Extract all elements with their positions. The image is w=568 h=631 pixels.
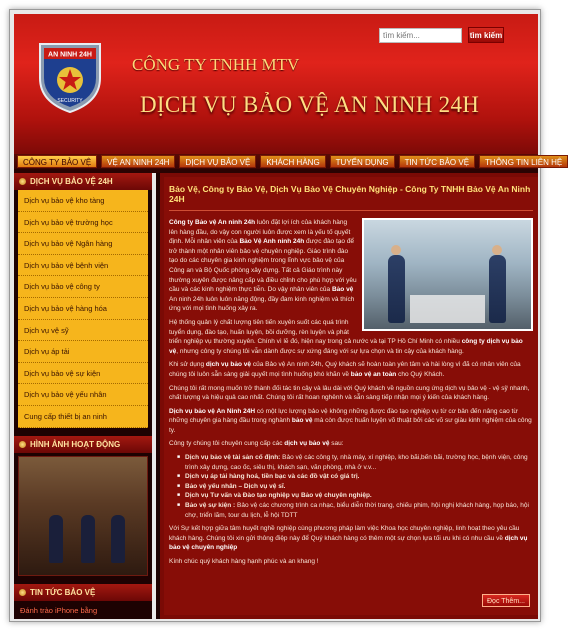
article xyxy=(164,177,538,615)
sidebar-item-ap-tai[interactable]: Dịch vụ áp tải xyxy=(18,341,148,363)
list-item: ■ Bảo vệ sự kiện : Bảo vệ các chương trình ca nhạc, biểu diễn thời trang, chiếu phim, hội nghị khách hàng, họp báo, hội chợ, triển lãm, tour du lịch, lễ hội TDTT xyxy=(179,501,533,520)
sidebar-item-su-kien[interactable]: Dịch vụ bảo vệ sự kiện xyxy=(18,363,148,385)
shield-logo[interactable] xyxy=(36,36,104,114)
list-item: ■ Dịch vụ áp tải hàng hoá, tiền bạc và các đồ vật có giá trị. xyxy=(179,472,533,482)
list-item: ■ Dịch vụ bảo vệ tài sản cố định: Bảo vệ các công ty, nhà máy, xí nghiệp, kho bãi,bến bãi, trường học, bệnh viện, công trình xây dựng, cao ốc, siêu thị, khách sạn, văn phòng, nhà ở v.v... xyxy=(179,453,533,472)
paragraph-wish: Kính chúc quý khách hàng hạnh phúc và an khang ! xyxy=(169,558,319,565)
paragraph-intro: Công ty Bảo vệ An ninh 24h luôn đặt lợi ích của khách hàng lên hàng đầu, do vậy con người luôn được xem là yếu tố quyết định. Mỗi nhân viên của Bảo Vệ Anh ninh 24h được đào tạo để trở thành một nhân viên bảo vệ chuyên nghiệp. Giáo trình đào tạo do các chuyên gia kinh nghiệm trong lĩnh vực bảo vệ của Công an và Bộ Quốc phòng xây dựng. Tất cả Giáo trình này thường xuyên được nâng cấp và điều chỉnh cho phù hợp với yêu cầu và các kinh nghiệm thực tiễn. Do vậy nhân viên của Bảo vệ An ninh 24h luôn luôn năng động, đầy đam kinh nghiệm và thích ứng với mọi tình huống xảy ra. xyxy=(169,219,357,313)
guard-figure xyxy=(489,255,506,323)
sidebar-item-ve-sy[interactable]: Dịch vụ vệ sỹ xyxy=(18,320,148,342)
sidebar-item-ngan-hang[interactable]: Dịch vụ bảo vệ Ngân hàng xyxy=(18,233,148,255)
divider xyxy=(169,210,533,211)
nav-item-ve-an-ninh-24h[interactable]: VỆ AN NINH 24H xyxy=(101,155,175,168)
list-item: ■ Dịch vụ Tư vấn và Đào tạo nghiệp vụ Bảo vệ chuyên nghiệp. xyxy=(179,491,533,501)
bullet-icon xyxy=(19,589,26,596)
news-panel-title xyxy=(14,584,152,601)
bullet-icon xyxy=(19,441,26,448)
services-title-text: DỊCH VỤ BẢO VỆ 24H xyxy=(30,177,113,186)
services-panel-title xyxy=(14,173,152,190)
activity-photo[interactable] xyxy=(18,456,148,576)
sidebar xyxy=(14,173,152,619)
sidebar-item-yeu-nhan[interactable]: Dịch vụ bảo vệ yếu nhân xyxy=(18,384,148,406)
paragraph-partner: Chúng tôi rất mong muốn trở thành đối tác tin cậy và lâu dài với Quý khách về nguồn cung ứng dịch vụ bảo vệ - vệ sỹ nhanh, chất lượng và hiệu quả cao nhất. Chúng tôi rất hoan nghênh và sẵn sàng tiếp nhận mọi ý kiến của khách hàng. xyxy=(169,384,530,402)
guards-photo xyxy=(362,218,533,331)
page-frame xyxy=(9,9,563,622)
sidebar-item-truong-hoc[interactable]: Dịch vụ bảo vệ trường học xyxy=(18,212,148,234)
sidebar-item-hang-hoa[interactable]: Dịch vụ bảo vệ hàng hóa xyxy=(18,298,148,320)
nav-item-dich-vu-bao-ve[interactable]: DỊCH VỤ BẢO VỆ xyxy=(179,155,256,168)
company-name: CÔNG TY TNHH MTV xyxy=(132,55,300,74)
read-more-button[interactable]: Đọc Thêm... xyxy=(482,594,530,607)
logo-sub: SECURITY xyxy=(57,98,83,104)
paragraph-closing: Với Sự kết hợp giữa tâm huyết nghề nghiệp cùng phương pháp làm việc Khoa học chuyên nghiệp, linh hoạt theo yêu cầu khách hàng. Chúng tôi xin gửi thông điệp này để Quý khách hàng có thêm một sự chọn lựa tối ưu khi có nhu cầu về dịch vụ bảo vệ chuyên nghiệp xyxy=(169,525,528,552)
paragraph-quality: Hệ thống quản lý chất lượng tiên tiến xuyên suốt các quá trình tuyển dụng, đào tạo, huấn luyện, bồi dưỡng, rèn luyện và phát triển nghiệp vụ thường xuyên. Chính vì lẽ đó, hiện nay trong cả nước và tại TP Hồ Chí Minh có nhiều công ty dịch vụ bảo vệ, nhưng công ty chúng tôi vẫn dành được sự xứng đáng với sự lựa chọn và tin cậy của khách hàng. xyxy=(169,318,523,355)
site-header xyxy=(14,14,538,154)
nav-item-cong-ty-bao-ve[interactable]: CÔNG TY BẢO VỆ xyxy=(17,155,97,168)
bullet-icon xyxy=(19,178,26,185)
guard-figure xyxy=(49,515,63,563)
sidebar-item-benh-vien[interactable]: Dịch vụ bảo vệ bệnh viện xyxy=(18,255,148,277)
nav-item-thong-tin-lien-he[interactable]: THÔNG TIN LIÊN HỆ xyxy=(479,155,568,168)
services-menu xyxy=(18,190,148,428)
guard-figure xyxy=(388,255,405,323)
guard-head xyxy=(492,245,502,255)
paragraph-services-intro: Công ty chúng tôi chuyên cung cấp các dịch vụ bảo vệ sau: xyxy=(169,440,344,448)
paragraph-force: Dịch vụ bảo vệ An Ninh 24H có một lực lượng bảo vệ không những được đào tạo nghiệp vụ từ cơ bản đến nâng cao từ những chuyên gia hàng đầu trong nghành bảo vệ mà còn được huấn luyện võ thuật bởi các võ sư giàu kinh nghiệm của công ty. xyxy=(169,407,532,434)
main-nav xyxy=(14,154,563,169)
nav-item-tuyen-dung[interactable]: TUYỂN DỤNG xyxy=(330,155,395,168)
photo-counter-shape xyxy=(410,295,485,323)
news-item-link[interactable]: Đánh trào iPhone bằng xyxy=(20,605,98,615)
nav-item-khach-hang[interactable]: KHÁCH HÀNG xyxy=(260,155,325,168)
services-list xyxy=(179,453,533,520)
guard-figure xyxy=(111,515,125,563)
news-title-text: TIN TỨC BẢO VỆ xyxy=(30,587,96,597)
logo-text: AN NINH 24H xyxy=(48,51,92,59)
sidebar-item-thiet-bi-an-ninh[interactable]: Cung cấp thiết bị an ninh xyxy=(18,406,148,428)
main-content xyxy=(156,173,538,619)
list-item: ■ Bảo vệ yếu nhân – Dịch vụ vệ sĩ. xyxy=(179,482,533,492)
paragraph-usage: Khi sử dụng dịch vụ bảo vệ của Bảo vệ An ninh 24h, Quý khách sẽ hoàn toàn yên tâm và hài lòng vì đã có nhân viên của chúng tôi luôn sẵn sàng giải quyết mọi tình huống khó khăn về bảo vệ an toàn cho Quý Khách. xyxy=(169,361,521,378)
sidebar-item-kho-tang[interactable]: Dịch vụ bảo vệ kho tàng xyxy=(18,190,148,212)
article-headline: Bảo Vệ, Công ty Bảo Vệ, Dịch Vụ Bảo Vệ Chuyên Nghiệp - Công Ty TNHH Bảo Vệ An Ninh 24H xyxy=(169,184,531,204)
nav-item-tin-tuc-bao-ve[interactable]: TIN TỨC BẢO VỆ xyxy=(399,155,475,168)
search-input[interactable] xyxy=(379,28,462,43)
service-title: DỊCH VỤ BẢO VỆ AN NINH 24H xyxy=(140,92,480,117)
search-button[interactable]: tìm kiếm xyxy=(468,27,504,43)
sidebar-item-cong-ty[interactable]: Dịch vụ bảo vệ công ty xyxy=(18,276,148,298)
guard-figure xyxy=(81,515,95,563)
gallery-panel-title xyxy=(14,436,152,453)
gallery-title-text: HÌNH ẢNH HOẠT ĐỘNG xyxy=(30,439,121,449)
guard-head xyxy=(391,245,401,255)
